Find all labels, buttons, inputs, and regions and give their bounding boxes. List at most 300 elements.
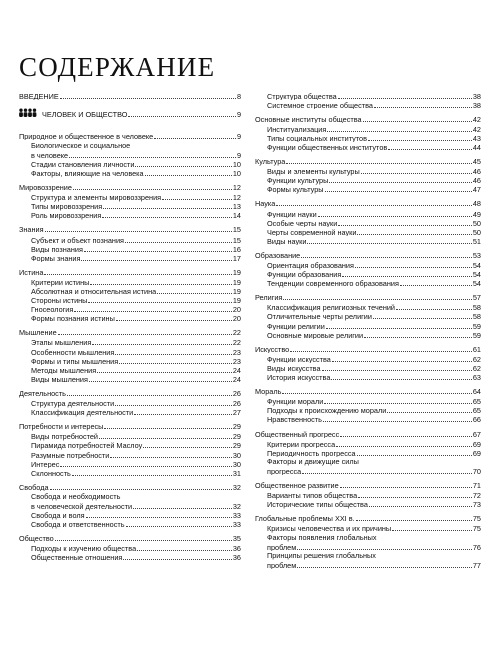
toc-subentry[interactable]: [255, 312, 481, 321]
toc-entry-title: Виды и элементы культуры: [267, 167, 360, 176]
toc-subentry[interactable]: [255, 439, 481, 448]
toc-subentry[interactable]: [255, 448, 481, 457]
toc-dot-leader: [125, 235, 232, 243]
toc-section-entry[interactable]: [19, 482, 241, 491]
toc-section-entry[interactable]: [255, 387, 481, 396]
toc-page-number: 71: [472, 480, 481, 490]
toc-subentry[interactable]: [19, 277, 241, 286]
toc-page-number: 16: [232, 244, 241, 254]
toc-dot-leader: [60, 459, 232, 467]
toc-page-number: 13: [232, 202, 241, 211]
toc-subentry[interactable]: [255, 415, 481, 424]
toc-subentry[interactable]: [255, 218, 481, 227]
toc-entry-title: Институализация: [267, 124, 327, 134]
toc-subentry[interactable]: [255, 303, 481, 312]
toc-page-number: 72: [472, 491, 481, 500]
toc-page-number: 23: [232, 347, 241, 357]
toc-entry-title: Подходы к происхождению морали: [267, 406, 387, 415]
toc-entry-title: Формы знания: [31, 253, 81, 263]
toc-page-number: 57: [472, 293, 481, 302]
toc-entry-title: Кризисы человечества и их причины: [267, 524, 392, 533]
toc-page-number: 29: [232, 422, 241, 431]
toc-page-number: 20: [232, 305, 241, 314]
toc-entry-title: Разумные потребности: [31, 450, 110, 460]
toc-entry-title: Критерии истины: [31, 277, 90, 287]
toc-dot-leader: [357, 448, 472, 456]
toc-entry-title: Основные институты общества: [255, 114, 362, 124]
toc-page-number: 14: [232, 211, 241, 220]
toc-dot-leader: [119, 356, 232, 364]
toc-dot-leader: [329, 176, 472, 184]
toc-entry-title: Мораль: [255, 387, 282, 396]
toc-entry-title: Свобода и ответственность: [31, 520, 125, 529]
toc-subentry[interactable]: [19, 347, 241, 356]
toc-entry-title: Структура и элементы мировоззрения: [31, 193, 162, 202]
toc-entry-title: Факторы появления глобальных: [267, 532, 377, 542]
toc-page-number: 65: [472, 397, 481, 406]
toc-dot-leader: [88, 296, 231, 304]
toc-subentry[interactable]: [19, 168, 241, 177]
toc-page-number: 63: [472, 373, 481, 382]
toc-dot-leader: [307, 236, 471, 244]
toc-subentry[interactable]: [19, 305, 241, 314]
toc-subentry[interactable]: [19, 287, 241, 296]
toc-subentry[interactable]: [255, 142, 481, 151]
toc-dot-leader: [162, 193, 232, 201]
toc-page-number: 77: [472, 560, 481, 570]
toc-entry-title: Подходы к изучению общества: [31, 544, 137, 553]
toc-page-number: 66: [472, 415, 481, 424]
toc-dot-leader: [302, 466, 472, 474]
toc-entry-title: Глобальные проблемы XXI в.: [255, 514, 355, 523]
toc-page-number: 15: [232, 225, 241, 235]
toc-entry-title: Свобода и воля: [31, 511, 85, 520]
toc-subentry[interactable]: [19, 193, 241, 202]
toc-entry-title: Функции культуры: [267, 176, 329, 185]
toc-dot-leader: [99, 432, 232, 440]
toc-subentry[interactable]: [255, 279, 481, 288]
toc-dot-leader: [392, 524, 472, 532]
toc-entry-title: Субъект и объект познания: [31, 235, 124, 245]
toc-entry-title: Склонность: [31, 468, 71, 478]
toc-subentry[interactable]: [255, 209, 481, 218]
toc-section-entry[interactable]: [19, 328, 241, 337]
toc-page-number: 24: [232, 374, 241, 384]
toc-dot-leader: [123, 553, 232, 561]
toc-section-entry[interactable]: [19, 422, 241, 431]
toc-entry-title: Факторы, влияющие на человека: [31, 168, 144, 178]
toc-entry-title: в человеческой деятельности: [31, 501, 133, 511]
toc-subentry[interactable]: [19, 296, 241, 305]
toc-section-entry[interactable]: [19, 183, 241, 192]
toc-entry-title: Основные мировые религии: [267, 330, 364, 340]
toc-page-number: 38: [472, 91, 481, 101]
toc-dot-leader: [297, 542, 472, 550]
toc-subentry[interactable]: [19, 450, 241, 459]
toc-subentry[interactable]: [255, 533, 481, 542]
toc-entry-title: Функции морали: [267, 397, 324, 406]
toc-entry-title: Типы социальных институтов: [267, 133, 367, 143]
toc-subentry[interactable]: [19, 399, 241, 408]
toc-entry-title: Этапы мышления: [31, 338, 92, 348]
toc-subentry[interactable]: [19, 202, 241, 211]
toc-dot-leader: [357, 227, 471, 235]
toc-page-number: 29: [232, 432, 241, 441]
toc-dot-leader: [400, 279, 472, 287]
toc-dot-leader: [135, 159, 231, 167]
toc-entry-title: Классификация религиозных течений: [267, 303, 395, 312]
toc-entry-title: Наука: [255, 199, 276, 209]
toc-subentry[interactable]: [255, 176, 481, 185]
toc-page-number: 19: [232, 296, 241, 305]
toc-dot-leader: [369, 500, 472, 508]
toc-page-number: 42: [472, 124, 481, 134]
toc-entry-title: Биологическое и социальное: [31, 141, 131, 151]
toc-subentry[interactable]: [19, 501, 241, 510]
toc-subentry[interactable]: [19, 150, 241, 159]
toc-entry-title: Структура деятельности: [31, 399, 115, 408]
toc-page-number: 33: [232, 511, 241, 520]
toc-dot-leader: [116, 314, 232, 322]
toc-entry-title: Варианты типов общества: [267, 491, 358, 500]
toc-subentry[interactable]: [19, 365, 241, 374]
toc-page-number: 73: [472, 500, 481, 509]
toc-page-number: 12: [232, 183, 241, 192]
toc-subentry[interactable]: [255, 133, 481, 142]
toc-dot-leader: [121, 493, 240, 500]
toc-page-number: 69: [472, 448, 481, 458]
toc-entry-title: Нравственность: [267, 415, 322, 424]
toc-entry-title: Виды потребностей: [31, 432, 99, 441]
toc-section-entry[interactable]: [255, 514, 481, 523]
toc-subentry[interactable]: [19, 511, 241, 520]
toc-dot-leader: [286, 157, 472, 165]
toc-entry-title: Формы культуры: [267, 185, 324, 194]
toc-entry-title: Стороны истины: [31, 296, 88, 305]
toc-dot-leader: [133, 501, 232, 509]
toc-entry-title: прогресса: [267, 466, 302, 476]
toc-subentry[interactable]: [19, 544, 241, 553]
toc-entry-title: Функции общественных институтов: [267, 142, 388, 152]
toc-entry-title: Принципы решения глобальных: [267, 551, 376, 561]
toc-entry-title: Потребности и интересы: [19, 422, 104, 431]
toc-subentry[interactable]: [19, 432, 241, 441]
toc-page-number: 9: [236, 150, 241, 160]
toc-subentry[interactable]: [255, 466, 481, 475]
toc-dot-leader: [97, 365, 232, 373]
toc-page-number: 10: [232, 168, 241, 178]
page-title: СОДЕРЖАНИЕ: [19, 52, 216, 82]
toc-entry-title: Черты современной науки: [267, 227, 357, 237]
toc-dot-leader: [50, 482, 232, 490]
toc-page-number: 65: [472, 406, 481, 415]
toc-dot-leader: [340, 429, 472, 437]
toc-entry-title: Виды искусства: [267, 363, 321, 373]
toc-page-number: 9: [236, 131, 241, 141]
toc-page-number: 53: [472, 250, 481, 260]
toc-subentry[interactable]: [255, 185, 481, 194]
toc-dot-leader: [301, 250, 472, 258]
toc-page-number: 51: [472, 236, 481, 246]
toc-dot-leader: [84, 244, 232, 252]
toc-subentry[interactable]: [255, 524, 481, 533]
toc-entry-title: Общественное развитие: [255, 480, 339, 490]
toc-dot-leader: [55, 534, 232, 542]
toc-dot-leader: [373, 312, 472, 320]
toc-dot-leader: [157, 287, 232, 295]
toc-page-number: 22: [232, 338, 241, 348]
toc-subentry[interactable]: [255, 270, 481, 279]
toc-subentry[interactable]: [255, 227, 481, 236]
toc-subentry[interactable]: [19, 338, 241, 347]
toc-entry-title: Факторы и движущие силы: [267, 457, 359, 467]
toc-page-number: 17: [232, 253, 241, 263]
toc-dot-leader: [338, 218, 472, 226]
toc-subentry[interactable]: [19, 244, 241, 253]
toc-subentry[interactable]: [19, 211, 241, 220]
toc-dot-leader: [67, 388, 232, 396]
toc-dot-leader: [44, 267, 231, 275]
toc-page-number: 58: [472, 303, 481, 312]
toc-subentry[interactable]: [255, 542, 481, 551]
toc-section-entry[interactable]: [255, 293, 481, 302]
toc-page-number: 62: [472, 363, 481, 373]
toc-page-number: 33: [232, 520, 241, 529]
toc-page-number: 8: [236, 91, 241, 101]
toc-dot-leader: [377, 552, 480, 559]
toc-subentry[interactable]: [19, 314, 241, 323]
toc-dot-leader: [110, 450, 232, 458]
toc-dot-leader: [126, 520, 232, 528]
toc-entry-title: Классификация деятельности: [31, 408, 134, 417]
toc-page-number: 42: [472, 114, 481, 124]
toc-subentry[interactable]: [19, 356, 241, 365]
toc-page-number: 62: [472, 354, 481, 364]
toc-entry-title: Функции искусства: [267, 354, 331, 364]
toc-section-entry[interactable]: [19, 534, 241, 543]
toc-page-number: 22: [232, 328, 241, 337]
toc-dot-leader: [74, 305, 232, 313]
toc-dot-leader: [338, 91, 472, 99]
toc-dot-leader: [326, 321, 472, 329]
toc-section-entry[interactable]: [255, 157, 481, 166]
toc-section-entry[interactable]: [255, 114, 481, 123]
toc-subentry[interactable]: [255, 321, 481, 330]
toc-dot-leader: [103, 202, 232, 210]
toc-entry-title: Исторические типы общества: [267, 500, 368, 509]
toc-entry-title: Стадии становления личности: [31, 159, 135, 169]
toc-subentry[interactable]: [19, 141, 241, 150]
toc-section-entry[interactable]: [255, 199, 481, 208]
toc-dot-leader: [115, 347, 232, 355]
toc-entry-title: Особые черты науки: [267, 218, 338, 228]
toc-dot-leader: [290, 344, 472, 352]
toc-entry-title: проблем: [267, 542, 297, 552]
toc-subentry[interactable]: [255, 354, 481, 363]
toc-page-number: 54: [472, 261, 481, 270]
toc-entry-title: Типы мировоззрения: [31, 202, 103, 211]
toc-entry-title: Особенности мышления: [31, 347, 115, 357]
toc-dot-leader: [388, 142, 472, 150]
toc-page-number: 29: [232, 441, 241, 450]
toc-dot-leader: [90, 277, 232, 285]
toc-dot-leader: [128, 110, 236, 118]
toc-section-entry[interactable]: [255, 250, 481, 259]
toc-entry-title: Периодичность прогресса: [267, 448, 356, 458]
toc-page-number: 54: [472, 270, 481, 279]
toc-subentry[interactable]: [255, 406, 481, 415]
toc-page-number: 50: [472, 218, 481, 228]
toc-subentry[interactable]: [255, 236, 481, 245]
toc-dot-leader: [81, 253, 231, 261]
toc-page-number: 12: [232, 193, 241, 202]
toc-column-left: [19, 91, 241, 562]
toc-dot-leader: [363, 114, 472, 122]
toc-entry-title: Виды науки: [267, 236, 307, 246]
toc-subentry[interactable]: [19, 553, 241, 562]
toc-dot-leader: [69, 150, 236, 158]
toc-subentry[interactable]: [255, 124, 481, 133]
toc-section-entry[interactable]: [255, 429, 481, 438]
toc-subentry[interactable]: [255, 330, 481, 339]
toc-dot-leader: [325, 185, 472, 193]
toc-subentry[interactable]: [255, 491, 481, 500]
toc-dot-leader: [324, 397, 472, 405]
toc-dot-leader: [154, 131, 236, 139]
toc-subentry[interactable]: [19, 459, 241, 468]
toc-entry-title: Природное и общественное в человеке: [19, 131, 154, 141]
toc-entry-title: Виды мышления: [31, 374, 88, 384]
toc-subentry[interactable]: [255, 500, 481, 509]
toc-subentry[interactable]: [19, 159, 241, 168]
toc-page-number: 43: [472, 133, 481, 143]
toc-dot-leader: [360, 458, 480, 465]
toc-page-number: 20: [232, 314, 241, 323]
toc-page-number: 64: [472, 387, 481, 396]
toc-page-number: 75: [472, 514, 481, 523]
toc-dot-leader: [297, 560, 472, 568]
toc-subentry[interactable]: [255, 261, 481, 270]
toc-column-right: [255, 91, 481, 569]
toc-subentry[interactable]: [19, 441, 241, 450]
toc-subentry[interactable]: [255, 560, 481, 569]
toc-entry-title: Пирамида потребностей Маслоу: [31, 441, 143, 450]
toc-section-entry[interactable]: [19, 267, 241, 276]
toc-page-number: 26: [232, 399, 241, 408]
toc-page-number: 45: [472, 157, 481, 166]
toc-section-entry[interactable]: [19, 388, 241, 397]
toc-entry-title: Общество: [19, 534, 54, 543]
toc-dot-leader: [73, 183, 232, 191]
toc-section-entry[interactable]: [19, 108, 241, 120]
toc-entry-title: История искусства: [267, 373, 331, 382]
toc-entry-title: Функции науки: [267, 209, 317, 219]
toc-dot-leader: [364, 330, 472, 338]
toc-section-entry[interactable]: [255, 480, 481, 489]
toc-subentry[interactable]: [19, 492, 241, 501]
toc-page-number: 76: [472, 542, 481, 552]
toc-page-number: 19: [232, 277, 241, 287]
toc-dot-leader: [58, 328, 232, 336]
toc-entry-title: Искусство: [255, 344, 290, 354]
toc-section-entry[interactable]: [19, 225, 241, 234]
toc-subentry[interactable]: [19, 468, 241, 477]
toc-page-number: 36: [232, 553, 241, 563]
toc-dot-leader: [332, 354, 472, 362]
toc-page-number: 46: [472, 176, 481, 185]
toc-subentry[interactable]: [255, 100, 481, 109]
toc-subentry[interactable]: [19, 235, 241, 244]
toc-dot-leader: [283, 293, 471, 301]
toc-entry-title: Мировоззрение: [19, 183, 72, 192]
toc-page-number: 54: [472, 279, 481, 288]
toc-entry-title: Образование: [255, 250, 301, 260]
toc-entry-title: Формы и типы мышления: [31, 356, 119, 366]
toc-page-number: 70: [472, 466, 481, 476]
toc-page-number: 38: [472, 100, 481, 110]
toc-entry-title: Свобода: [19, 482, 49, 492]
toc-dot-leader: [356, 514, 472, 522]
toc-subentry[interactable]: [255, 551, 481, 560]
toc-subentry[interactable]: [255, 457, 481, 466]
toc-dot-leader: [115, 399, 232, 407]
toc-entry-title: Ориентация образования: [267, 261, 354, 270]
toc-entry-title: Мышление: [19, 328, 57, 337]
toc-subentry[interactable]: [255, 167, 481, 176]
toc-dot-leader: [86, 511, 232, 519]
toc-entry-title: Виды познания: [31, 244, 83, 254]
toc-dot-leader: [358, 491, 472, 499]
toc-dot-leader: [282, 387, 471, 395]
toc-dot-leader: [322, 363, 472, 371]
toc-page-number: 59: [472, 321, 481, 331]
toc-dot-leader: [368, 133, 472, 141]
people-group-icon: [19, 108, 37, 117]
toc-subentry[interactable]: [19, 253, 241, 262]
toc-entry-title: Гносеология: [31, 305, 74, 314]
toc-section-entry[interactable]: [19, 91, 241, 100]
toc-page-number: 75: [472, 524, 481, 533]
toc-entry-title: Методы мышления: [31, 365, 97, 375]
toc-subentry[interactable]: [255, 363, 481, 372]
toc-entry-title: Знания: [19, 225, 44, 235]
toc-dot-leader: [327, 124, 472, 132]
toc-subentry[interactable]: [255, 91, 481, 100]
toc-subentry[interactable]: [19, 374, 241, 383]
toc-subentry[interactable]: [19, 520, 241, 529]
toc-entry-title: Тенденции современного образования: [267, 279, 399, 288]
toc-section-entry[interactable]: [255, 344, 481, 353]
toc-dot-leader: [276, 199, 472, 207]
toc-subentry[interactable]: [255, 373, 481, 382]
toc-subentry[interactable]: [19, 408, 241, 417]
toc-subentry[interactable]: [255, 397, 481, 406]
toc-dot-leader: [342, 270, 472, 278]
toc-entry-title: ВВЕДЕНИЕ: [19, 91, 59, 101]
toc-entry-title: Культура: [255, 157, 286, 166]
toc-page-number: 19: [232, 267, 241, 277]
toc-entry-title: Религия: [255, 293, 283, 302]
toc-page-number: 36: [232, 544, 241, 553]
toc-section-entry[interactable]: [19, 131, 241, 140]
toc-dot-leader: [102, 211, 232, 219]
toc-entry-title: Абсолютная и относительная истина: [31, 287, 157, 296]
toc-entry-title: ЧЕЛОВЕК И ОБЩЕСТВО: [42, 110, 128, 120]
toc-page-number: 35: [232, 534, 241, 543]
toc-page-number: 46: [472, 167, 481, 176]
toc-page-number: 19: [232, 287, 241, 296]
toc-dot-leader: [361, 167, 472, 175]
